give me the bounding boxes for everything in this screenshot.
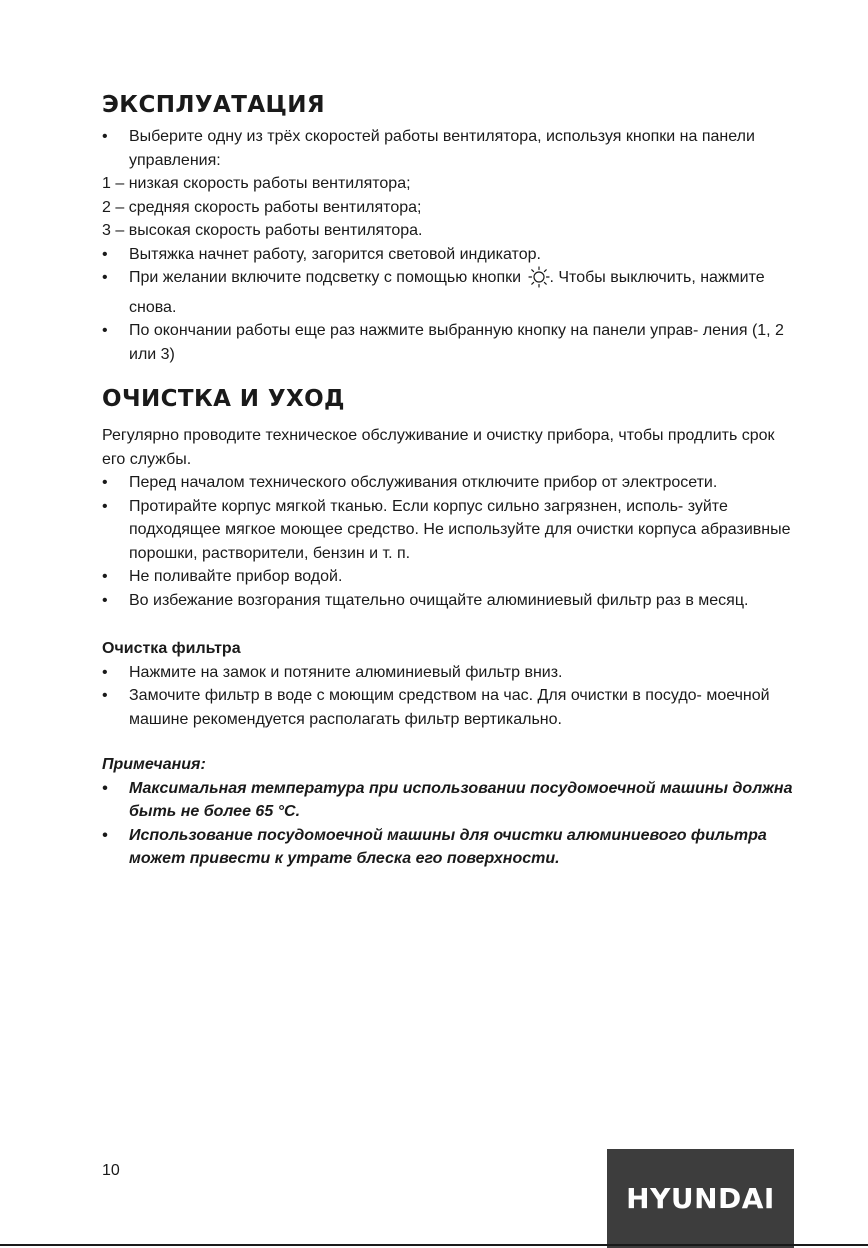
list-item <box>102 125 802 172</box>
bullet-text: По окончании работы еще раз нажмите выбранную кнопку на панели управ- ления (1, 2 или 3) <box>129 322 784 363</box>
page-number: 10 <box>102 1162 120 1179</box>
bullet-marker: • <box>102 591 108 609</box>
speed-text: 3 – высокая скорость работы вентилятора. <box>102 222 423 239</box>
list-item <box>102 266 802 319</box>
list-item <box>102 684 802 731</box>
bullet-text: Использование посудомоечной машины для очистки алюминиевого фильтра может привести к утрате блеска его поверхности. <box>129 826 767 867</box>
list-item <box>102 471 802 495</box>
brand-logo <box>607 1149 794 1248</box>
brand-name: HYUNDAI <box>626 1182 775 1215</box>
cleaning-intro: Регулярно проводите техническое обслуживание и очистку прибора, чтобы продлить срок его службы. <box>102 427 775 468</box>
bullet-marker: • <box>102 497 108 515</box>
bullet-marker: • <box>102 245 108 263</box>
bullet-marker: • <box>102 663 108 681</box>
list-item <box>102 824 802 871</box>
speed-text: 2 – средняя скорость работы вентилятора; <box>102 198 422 216</box>
list-item <box>102 243 802 267</box>
speed-item <box>102 219 802 243</box>
page-content <box>102 90 802 871</box>
bullet-marker: • <box>102 779 108 797</box>
section-title-operation: ЭКСПЛУАТАЦИЯ <box>102 92 326 118</box>
bullet-text: Замочите фильтр в воде с моющим средством на час. Для очистки в посудо- моечной машине рекомендуется располагать фильтр вертикально. <box>129 687 770 728</box>
list-item <box>102 495 802 566</box>
bullet-text: Во избежание возгорания тщательно очищайте алюминиевый фильтр раз в месяц. <box>129 591 749 609</box>
speed-item <box>102 172 802 196</box>
list-item <box>102 589 802 613</box>
bullet-text: Нажмите на замок и потяните алюминиевый фильтр вниз. <box>129 663 563 681</box>
bullet-marker: • <box>102 128 108 145</box>
bullet-marker: • <box>102 826 108 844</box>
bullet-marker: • <box>102 474 108 491</box>
list-item <box>102 565 802 589</box>
bullet-marker: • <box>102 322 108 339</box>
speed-item <box>102 196 802 220</box>
filter-title: Очистка фильтра <box>102 640 241 657</box>
light-text-before: При желании включите подсветку с помощью кнопки <box>129 269 526 286</box>
list-item <box>102 777 802 824</box>
list-item <box>102 661 802 685</box>
bullet-text: Не поливайте прибор водой. <box>129 568 343 585</box>
speed-text: 1 – низкая скорость работы вентилятора; <box>102 175 411 192</box>
bullet-text: Протирайте корпус мягкой тканью. Если корпус сильно загрязнен, исполь- зуйте подходящее мягкое моющее средство. Не используйте для очистки корпуса абразивные порошки, растворители, бензин и т. п. <box>129 497 791 562</box>
bullet-marker: • <box>102 687 108 704</box>
sun-icon <box>528 266 550 296</box>
bullet-text: Максимальная температура при использовании посудомоечной машины должна быть не более 65 °C. <box>129 779 793 820</box>
notes-title: Примечания: <box>102 756 206 773</box>
notes-block <box>102 753 802 871</box>
bullet-text: Вытяжка начнет работу, загорится световой индикатор. <box>129 245 541 263</box>
bullet-marker: • <box>102 568 108 585</box>
bullet-marker: • <box>102 269 108 286</box>
bullet-text <box>129 266 802 319</box>
bullet-text: Перед началом технического обслуживания отключите прибор от электросети. <box>129 474 718 491</box>
bottom-rule <box>0 1244 868 1246</box>
light-text-after: . Чтобы выключить, нажмите снова. <box>129 269 765 316</box>
list-item <box>102 319 802 366</box>
bullet-text: Выберите одну из трёх скоростей работы вентилятора, используя кнопки на панели управления: <box>129 128 755 169</box>
section-title-cleaning: ОЧИСТКА И УХОД <box>102 386 345 412</box>
